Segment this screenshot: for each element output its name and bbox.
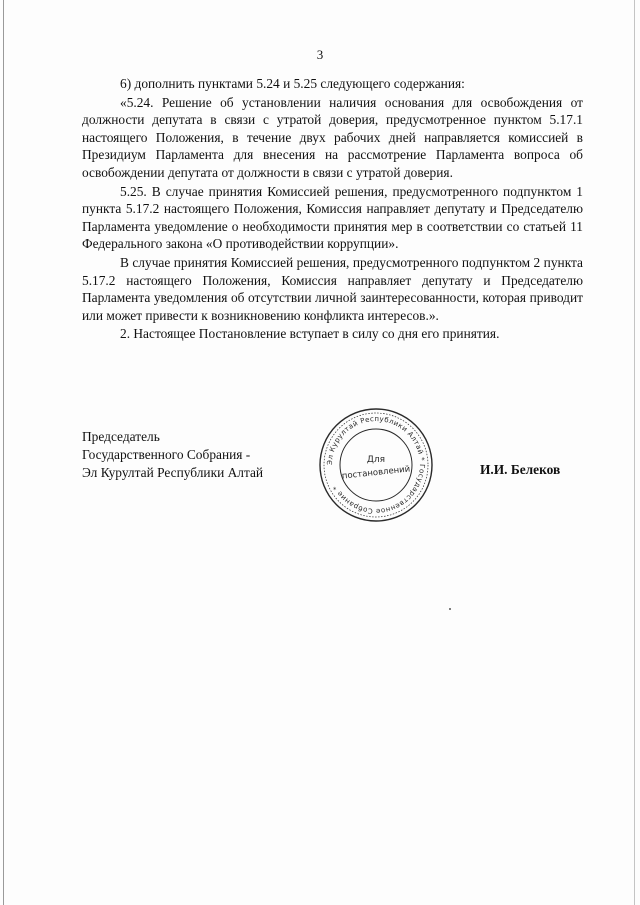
document-body	[82, 75, 583, 343]
seal-center-text: Для	[366, 455, 386, 465]
signatory-title-line: Председатель	[82, 429, 160, 444]
signatory-title-line: Государственного Собрания -	[82, 447, 251, 462]
paragraph-effective-date: 2. Настоящее Постановление вступает в силу со дня его принятия.	[120, 326, 500, 342]
seal-graphic	[316, 405, 436, 525]
paragraph-5-24: «5.24. Решение об установлении наличия основания для освобождения от должности депутата в связи с утратой доверия, предусмотренное пунктом 5.17.1 настоящего Положения, в течение двух рабочих дней направляется комиссией в Президиум Парламента для внесения на рассмотрение Парламента вопроса об освобождении депутата от должности в связи с утратой доверия.	[82, 94, 583, 180]
signatory-name: И.И. Белеков	[480, 462, 561, 477]
signatory-title-block	[82, 428, 263, 482]
official-seal-stamp	[316, 405, 436, 525]
seal-ring-text: Эл Курултай Республики Алтай * Государственное Собрание *	[325, 414, 427, 516]
paragraph-amendment-intro: 6) дополнить пунктами 5.24 и 5.25 следующего содержания:	[120, 76, 465, 91]
page-number: 3	[316, 47, 324, 62]
scan-edge-left	[3, 0, 4, 905]
paragraph-5-25-second-case: В случае принятия Комиссией решения, предусмотренного подпунктом 2 пункта 5.17.2 настоящего Положения, Комиссия направляет депутату и Председателю Парламента уведомления об отсутствии личной заинтересованности, которая приводит или может привести к возникновению конфликта интересов.».	[82, 254, 583, 323]
scan-edge-right	[634, 0, 635, 905]
paragraph-5-25: 5.25. В случае принятия Комиссией решения, предусмотренного подпунктом 1 пункта 5.17.2 настоящего Положения, Комиссия направляет депутату и Председателю Парламента уведомление о необходимости принятия мер в соответствии со статьей 11 Федерального закона «О противодействии коррупции».	[82, 183, 583, 252]
signatory-title-line: Эл Курултай Республики Алтай	[82, 465, 264, 480]
seal-center-text: постановлений	[341, 464, 411, 482]
scan-speck	[449, 608, 451, 610]
svg-text:Эл Курултай Республики Алтай *	[326, 415, 426, 515]
